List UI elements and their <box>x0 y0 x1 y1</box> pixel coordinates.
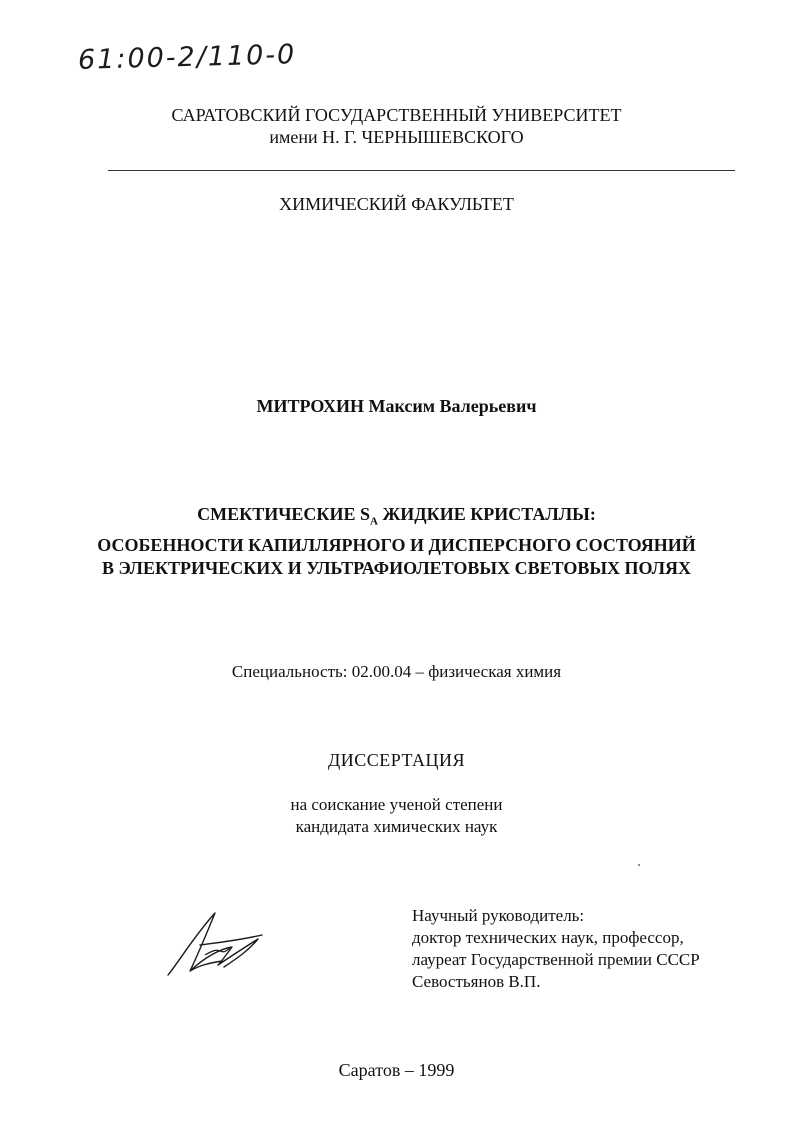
faculty-name: ХИМИЧЕСКИЙ ФАКУЛЬТЕТ <box>279 194 514 214</box>
degree-line-2: кандидата химических наук <box>295 817 498 836</box>
city-year: Саратов – 1999 <box>338 1060 455 1080</box>
header-divider <box>108 170 735 171</box>
document-type: ДИССЕРТАЦИЯ <box>327 750 466 770</box>
university-name: САРАТОВСКИЙ ГОСУДАРСТВЕННЫЙ УНИВЕРСИТЕТ <box>171 105 622 125</box>
advisor-name: Севостьянов В.П. <box>412 972 541 991</box>
advisor-award: лауреат Государственной премии СССР <box>412 950 700 969</box>
thesis-title-line-2: ОСОБЕННОСТИ КАПИЛЛЯРНОГО И ДИСПЕРСНОГО СОСТОЯНИЙ <box>97 534 696 555</box>
university-subtitle: имени Н. Г. ЧЕРНЫШЕВСКОГО <box>269 127 524 147</box>
advisor-degree: доктор технических наук, профессор, <box>412 928 684 947</box>
degree-line-1: на соискание ученой степени <box>290 795 503 814</box>
thesis-title <box>0 503 793 580</box>
degree-sought <box>0 794 793 838</box>
archive-code: 61:00-2/110-0 <box>77 39 297 76</box>
specialty: Специальность: 02.00.04 – физическая химия <box>231 662 562 681</box>
advisor-label: Научный руководитель: <box>412 906 585 925</box>
thesis-title-line-3: В ЭЛЕКТРИЧЕСКИХ И УЛЬТРАФИОЛЕТОВЫХ СВЕТОВЫХ ПОЛЯХ <box>101 557 692 578</box>
author-name: МИТРОХИН Максим Валерьевич <box>256 396 537 416</box>
speck <box>638 864 640 866</box>
signature-image <box>160 905 270 985</box>
thesis-title-line-1: СМЕКТИЧЕСКИЕ $S_A$ ЖИДКИЕ КРИСТАЛЛЫ: <box>197 504 596 528</box>
scientific-advisor <box>412 905 700 993</box>
university-heading <box>0 104 793 148</box>
